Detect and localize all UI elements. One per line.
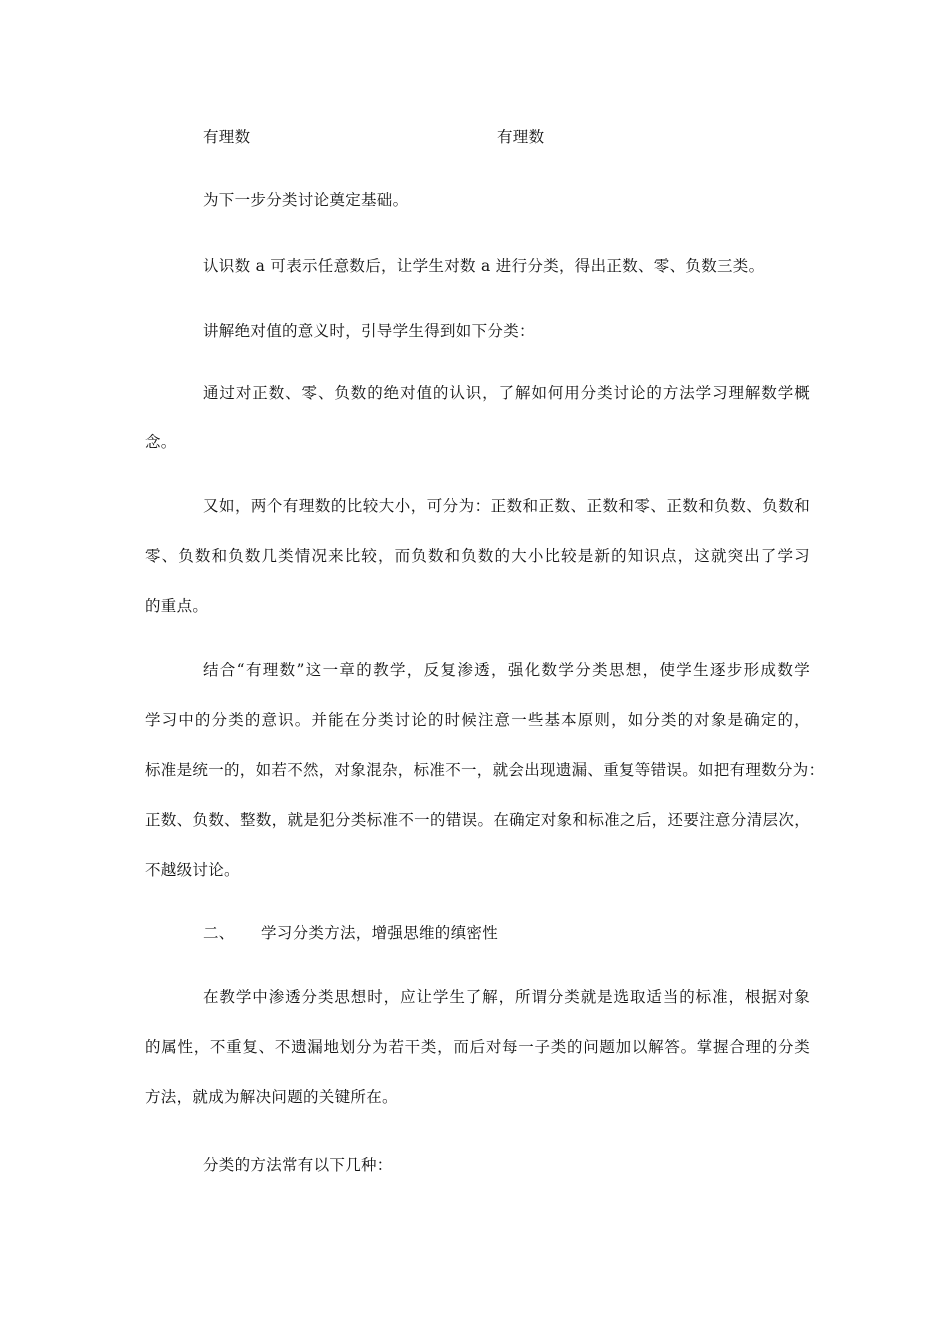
section-heading: [0, 918, 950, 948]
paragraph-line: 的重点。: [145, 597, 209, 615]
section-number: 二、: [203, 924, 235, 942]
header-row: [0, 122, 950, 152]
paragraph-line: 通过对正数、零、负数的绝对值的认识，了解如何用分类讨论的方法学习理解数学概: [203, 384, 810, 402]
paragraph-line: 又如，两个有理数的比较大小，可分为：正数和正数、正数和零、正数和负数、负数和: [203, 497, 810, 515]
section-title: 学习分类方法，增强思维的缜密性: [261, 924, 499, 942]
paragraph-line: 标准是统一的，如若不然，对象混杂，标准不一，就会出现遗漏、重复等错误。如把有理数分为：: [145, 761, 825, 779]
paragraph-line: 的属性，不重复、不遗漏地划分为若干类，而后对每一子类的问题加以解答。掌握合理的分类: [145, 1038, 810, 1056]
paragraph-1: [0, 185, 950, 215]
paragraph-line: 念。: [145, 433, 177, 451]
header-left-label: 有理数: [203, 128, 251, 146]
paragraph-line: 认识数 a 可表示任意数后，让学生对数 a 进行分类，得出正数、零、负数三类。: [203, 257, 765, 275]
paragraph-line: 结合“有理数”这一章的教学，反复渗透，强化数学分类思想，使学生逐步形成数学: [203, 661, 810, 679]
paragraph-line: 学习中的分类的意识。并能在分类讨论的时候注意一些基本原则，如分类的对象是确定的，: [145, 711, 810, 729]
paragraph-2: [0, 251, 950, 281]
header-right-label: 有理数: [497, 128, 545, 146]
paragraph-line: 不越级讨论。: [145, 861, 240, 879]
paragraph-line: 分类的方法常有以下几种：: [203, 1156, 393, 1174]
paragraph-line: 在教学中渗透分类思想时，应让学生了解，所谓分类就是选取适当的标准，根据对象: [203, 988, 810, 1006]
paragraph-3: [0, 316, 950, 346]
paragraph-line: 零、负数和负数几类情况来比较，而负数和负数的大小比较是新的知识点，这就突出了学习: [145, 547, 810, 565]
paragraph-8: [0, 1150, 950, 1180]
paragraph-line: 方法，就成为解决问题的关键所在。: [145, 1088, 398, 1106]
paragraph-line: 讲解绝对值的意义时，引导学生得到如下分类：: [203, 322, 535, 340]
paragraph-line: 为下一步分类讨论奠定基础。: [203, 191, 409, 209]
paragraph-line: 正数、负数、整数，就是犯分类标准不一的错误。在确定对象和标准之后，还要注意分清层次，: [145, 811, 810, 829]
